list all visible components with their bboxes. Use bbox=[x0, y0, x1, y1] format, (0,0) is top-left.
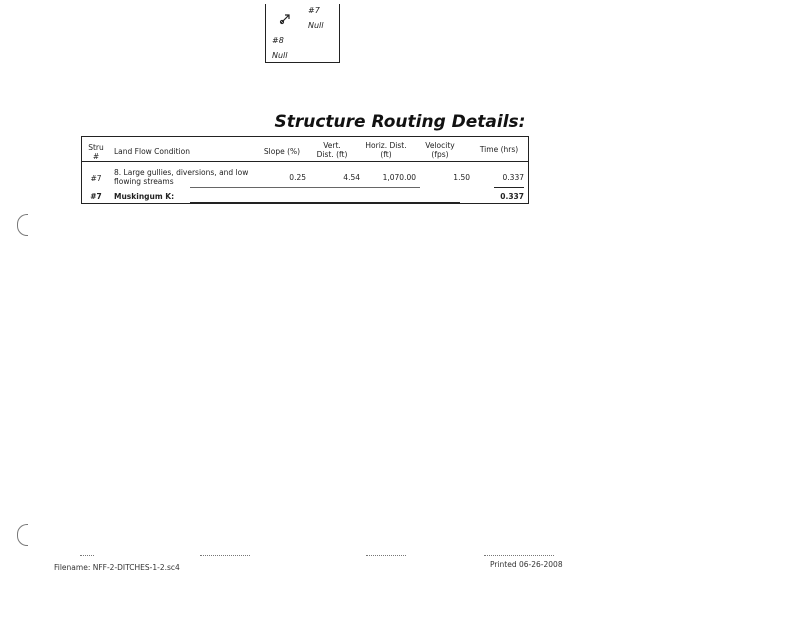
footer-filename: Filename: NFF-2-DITCHES-1-2.sc4 bbox=[54, 563, 180, 572]
routing-diagram bbox=[265, 4, 340, 63]
binder-hole-top bbox=[17, 214, 28, 236]
row-horiz: 1,070.00 bbox=[382, 173, 416, 182]
summary-stru: #7 bbox=[90, 192, 102, 201]
footer-rule-1 bbox=[80, 555, 94, 557]
binder-hole-bottom bbox=[17, 524, 28, 546]
node-top-sub: Null bbox=[308, 21, 324, 30]
header-slope: Slope (%) bbox=[263, 147, 301, 156]
row-vert: 4.54 bbox=[343, 173, 360, 182]
node-top-label: #7 bbox=[308, 6, 320, 15]
row-condition-line1: 8. Large gullies, diversions, and low bbox=[114, 168, 249, 177]
row-velocity: 1.50 bbox=[453, 173, 470, 182]
header-vert-dist: Vert. Dist. (ft) bbox=[316, 141, 348, 159]
time-underline bbox=[494, 187, 524, 188]
footer-rule-4 bbox=[484, 555, 554, 557]
header-horiz-dist: Horiz. Dist. (ft) bbox=[365, 141, 407, 159]
row-time: 0.337 bbox=[502, 173, 524, 182]
footer-rule-3 bbox=[366, 555, 406, 557]
row-underline bbox=[190, 187, 420, 188]
flow-arrow-icon bbox=[278, 10, 294, 26]
row-stru: #7 bbox=[90, 174, 102, 183]
summary-label: Muskingum K: bbox=[114, 192, 175, 201]
header-velocity: Velocity (fps) bbox=[425, 141, 455, 159]
summary-value: 0.337 bbox=[500, 192, 524, 201]
header-time: Time (hrs) bbox=[479, 145, 519, 154]
routing-table bbox=[81, 136, 529, 204]
page-title: Structure Routing Details: bbox=[274, 112, 526, 132]
row-condition-line2: flowing streams bbox=[114, 177, 174, 186]
header-land-flow: Land Flow Condition bbox=[114, 147, 190, 156]
footer-rule-2 bbox=[200, 555, 250, 557]
node-bottom-label: #8 bbox=[272, 36, 284, 45]
node-bottom-sub: Null bbox=[272, 51, 288, 60]
row-slope: 0.25 bbox=[289, 173, 306, 182]
header-divider bbox=[82, 161, 528, 162]
header-stru: Stru # bbox=[88, 143, 104, 161]
summary-line bbox=[190, 202, 460, 203]
footer-printed: Printed 06-26-2008 bbox=[490, 560, 563, 569]
